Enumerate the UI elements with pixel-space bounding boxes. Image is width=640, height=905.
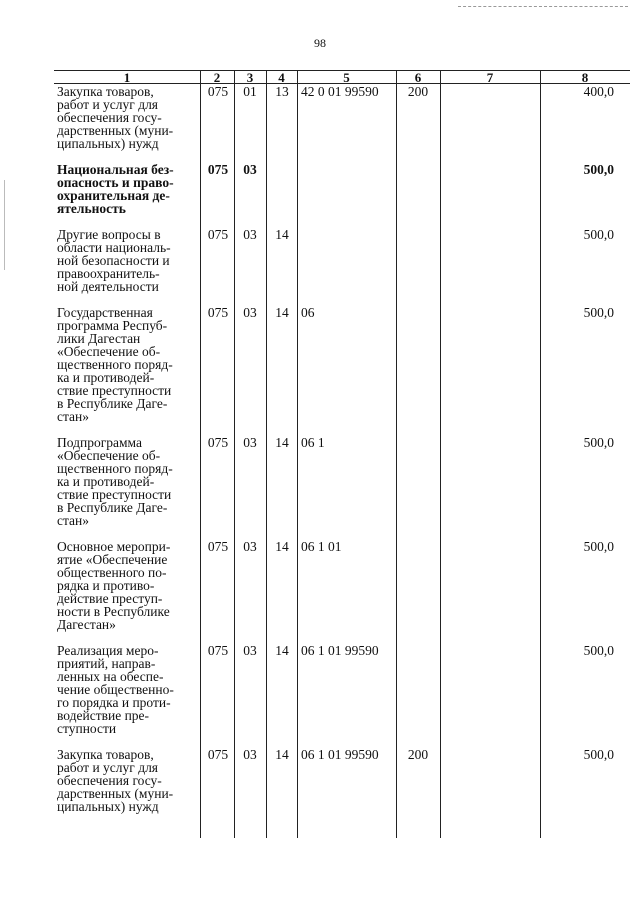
row-code-3: 03 — [243, 305, 257, 320]
row-code-4: 14 — [275, 435, 289, 450]
row-code-4: 14 — [275, 305, 289, 320]
row-code-5: 06 — [301, 305, 315, 320]
column-divider — [234, 70, 235, 838]
row-code-3: 01 — [243, 84, 257, 99]
row-code-5: 06 1 01 99590 — [301, 747, 379, 762]
header-col-3: 3 — [246, 70, 254, 85]
row-name: Закупка товаров, работ и услуг для обеспечения госу- дарственных (муни- ципальных) нужд — [57, 84, 174, 151]
row-code-2: 075 — [207, 539, 229, 554]
row-code-3: 03 — [243, 539, 257, 554]
row-code-3: 03 — [243, 747, 257, 762]
row-name: Другие вопросы в области националь- ной безопасности и правоохранитель- ной деятельности — [57, 227, 171, 294]
row-code-3: 03 — [243, 227, 257, 242]
row-name: Основное меропри- ятие «Обеспечение общественного по- рядка и противо- действие преступ- ности в Республике Дагестан» — [57, 539, 171, 632]
column-divider — [266, 70, 267, 838]
row-name: Государственная программа Респуб- лики Дагестан «Обеспечение об- щественного поряд- ка и противодей- ствие преступности в Республике Даге- стан» — [57, 305, 173, 424]
row-code-2: 075 — [207, 84, 229, 99]
row-code-5: 06 1 — [301, 435, 325, 450]
row-code-2: 075 — [207, 305, 229, 320]
header-col-8: 8 — [581, 70, 589, 85]
row-amount: 500,0 — [583, 643, 614, 658]
row-amount: 500,0 — [583, 305, 614, 320]
row-code-2: 075 — [207, 747, 229, 762]
page-number: 98 — [314, 36, 326, 50]
row-code-4: 14 — [275, 643, 289, 658]
scan-artifact-mark — [4, 180, 5, 270]
row-name: Закупка товаров, работ и услуг для обеспечения госу- дарственных (муни- ципальных) нужд — [57, 747, 174, 814]
row-code-3: 03 — [243, 643, 257, 658]
header-col-6: 6 — [414, 70, 422, 85]
budget-table — [54, 70, 630, 838]
row-code-2: 075 — [207, 435, 229, 450]
row-code-5: 06 1 01 — [301, 539, 342, 554]
row-amount: 500,0 — [583, 162, 614, 177]
row-code-6: 200 — [407, 747, 429, 762]
column-divider — [297, 70, 298, 838]
row-code-3: 03 — [243, 435, 257, 450]
header-col-2: 2 — [213, 70, 221, 85]
column-divider — [200, 70, 201, 838]
row-code-5: 42 0 01 99590 — [301, 84, 379, 99]
row-code-2: 075 — [207, 162, 229, 177]
row-amount: 500,0 — [583, 539, 614, 554]
row-amount: 500,0 — [583, 747, 614, 762]
header-col-5: 5 — [343, 70, 350, 85]
header-col-4: 4 — [278, 70, 285, 85]
row-amount: 500,0 — [583, 435, 614, 450]
row-code-4: 13 — [275, 84, 289, 99]
column-divider — [396, 70, 397, 838]
column-divider — [540, 70, 541, 838]
row-code-4: 14 — [275, 747, 289, 762]
column-divider — [440, 70, 441, 838]
row-code-4: 14 — [275, 539, 289, 554]
row-code-5: 06 1 01 99590 — [301, 643, 379, 658]
header-col-7: 7 — [486, 70, 494, 85]
row-amount: 500,0 — [583, 227, 614, 242]
row-name: Реализация меро- приятий, направ- ленных на обеспе- чение общественно- го порядка и проти- водействие пре- ступности — [57, 643, 174, 736]
header-col-1: 1 — [123, 70, 131, 85]
row-code-4: 14 — [275, 227, 289, 242]
scan-artifact-dashes — [458, 6, 628, 9]
row-code-2: 075 — [207, 227, 229, 242]
row-amount: 400,0 — [583, 84, 614, 99]
row-code-3: 03 — [243, 162, 257, 177]
row-name: Подпрограмма «Обеспечение об- щественного поряд- ка и противодей- ствие преступности в Республике Даге- стан» — [57, 435, 173, 528]
row-name: Национальная без- опасность и право- охранительная де- ятельность — [57, 162, 174, 216]
row-code-6: 200 — [407, 84, 429, 99]
row-code-2: 075 — [207, 643, 229, 658]
